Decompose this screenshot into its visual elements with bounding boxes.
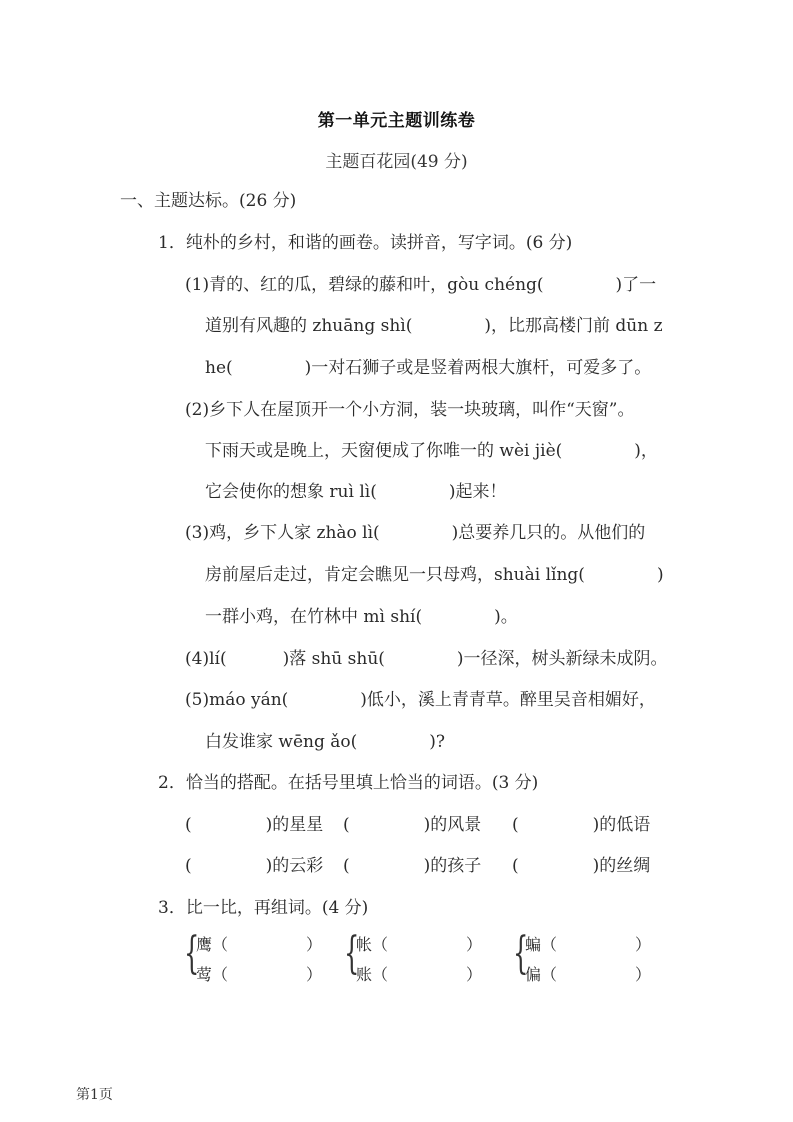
q1-item3-line2: 房前屋后走过，肯定会瞧见一只母鸡，shuài lǐng( ) bbox=[205, 565, 664, 585]
compare-group-2: { 帐（ ） 账（ ） bbox=[344, 928, 483, 984]
q1-item3-line3: 一群小鸡，在竹林中 mì shí( )。 bbox=[205, 607, 518, 627]
q1-item1-line3: he( )一对石狮子或是竖着两根大旗杆，可爱多了。 bbox=[205, 358, 652, 378]
q1-item3-line1: (3)鸡，乡下人家 zhào lì( )总要养几只的。从他们的 bbox=[185, 523, 646, 543]
q2-row-1: ( )的低语 bbox=[512, 815, 651, 835]
compare-group-1: { 鹰（ ） 莺（ ） bbox=[184, 928, 323, 984]
question-2-prompt: 2．恰当的搭配。在括号里填上恰当的词语。(3 分) bbox=[158, 773, 539, 793]
brace-icon: { bbox=[184, 928, 200, 979]
q2-row-2: ( )的孩子 bbox=[343, 856, 482, 876]
q2-row-1: ( )的星星 bbox=[185, 815, 324, 835]
page-title: 第一单元主题训练卷 bbox=[317, 111, 476, 131]
section-heading: 一、主题达标。(26 分) bbox=[120, 191, 297, 211]
q1-item1-line2: 道别有风趣的 zhuāng shì( )，比那高楼门前 dūn z bbox=[205, 316, 663, 336]
q1-item2-line2: 下雨天或是晚上，天窗便成了你唯一的 wèi jiè( )， bbox=[205, 441, 658, 461]
question-1-prompt: 1．纯朴的乡村，和谐的画卷。读拼音，写字词。(6 分) bbox=[158, 233, 573, 253]
brace-icon: { bbox=[344, 928, 360, 979]
page-subtitle: 主题百花园(49 分) bbox=[325, 152, 468, 172]
q1-item2-line1: (2)乡下人在屋顶开一个小方洞，装一块玻璃，叫作“天窗”。 bbox=[185, 400, 635, 420]
q1-item1-line1: (1)青的、红的瓜，碧绿的藤和叶，gòu chéng( )了一 bbox=[185, 275, 657, 295]
q1-item4-line1: (4)lí( )落 shū shū( )一径深，树头新绿未成阴。 bbox=[185, 649, 668, 669]
brace-icon: { bbox=[513, 928, 529, 979]
page-number: 第1页 bbox=[76, 1087, 113, 1103]
question-3-prompt: 3．比一比，再组词。(4 分) bbox=[158, 898, 369, 918]
compare-group-3: { 蝙（ ） 偏（ ） bbox=[513, 928, 652, 984]
q2-row-1: ( )的风景 bbox=[343, 815, 482, 835]
q2-row-2: ( )的丝绸 bbox=[512, 856, 651, 876]
q2-row-2: ( )的云彩 bbox=[185, 856, 324, 876]
q1-item5-line1: (5)máo yán( )低小，溪上青青草。醉里吴音相媚好， bbox=[185, 690, 656, 710]
q1-item2-line3: 它会使你的想象 ruì lì( )起来！ bbox=[205, 482, 507, 502]
q1-item5-line2: 白发谁家 wēng ǎo( )? bbox=[205, 732, 446, 752]
